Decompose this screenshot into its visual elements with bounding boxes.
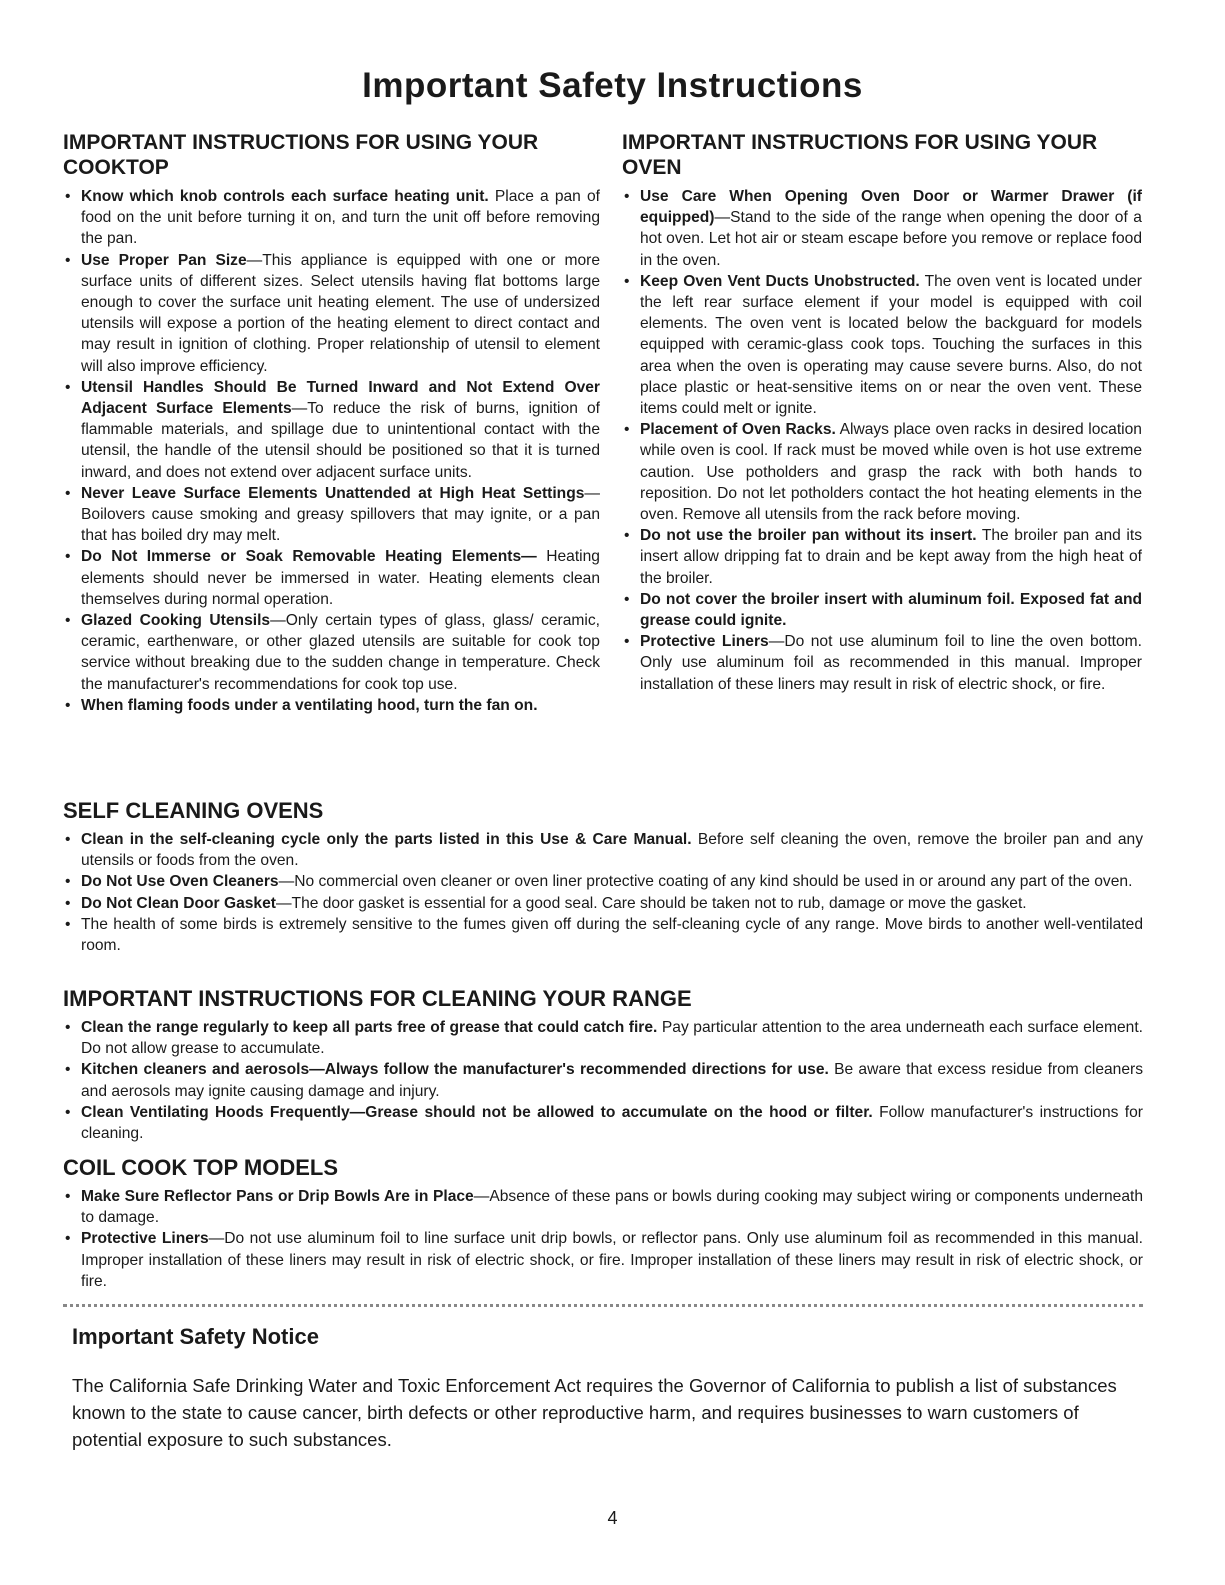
item-bold-lead: Make Sure Reflector Pans or Drip Bowls Are in Place <box>81 1188 474 1205</box>
bullet-icon: • <box>65 696 71 714</box>
item-bold-lead: Do Not Use Oven Cleaners <box>81 873 279 891</box>
list-item <box>63 1017 1143 1059</box>
item-bold-lead: Use Care When Opening Oven Door or Warmer Drawer (if equipped) <box>640 188 1142 227</box>
item-bold-lead: Do Not Clean Door Gasket <box>81 894 276 912</box>
self-cleaning-list <box>63 829 1143 956</box>
item-text: —Do not use aluminum foil to line the oven bottom. Only use aluminum foil as recommended in this manual. Improper installation of these liners may result in risk of electric shock, or fire. <box>640 633 1142 693</box>
item-bold-lead: Do Not Immerse or Soak Removable Heating Elements— <box>81 548 537 566</box>
list-item <box>622 631 1142 695</box>
bullet-icon: • <box>65 251 71 269</box>
item-bold-lead: Clean in the self-cleaning cycle only the parts listed in this Use & Care Manual. <box>81 831 692 848</box>
item-text: —The door gasket is essential for a good seal. Care should be taken not to rub, damage or move the gasket. <box>275 894 1027 912</box>
page-number: 4 <box>607 1508 618 1528</box>
bullet-icon: • <box>65 548 71 566</box>
cleaning-range-section <box>63 986 1143 1144</box>
list-item <box>63 546 600 610</box>
bullet-icon: • <box>624 188 630 205</box>
item-bold-lead: Do not use the broiler pan without its insert. <box>640 527 977 545</box>
item-bold-lead: Clean the range regularly to keep all parts free of grease that could catch fire. <box>81 1019 658 1036</box>
cleaning-range-heading: IMPORTANT INSTRUCTIONS FOR CLEANING YOUR RANGE <box>63 986 692 1011</box>
cooktop-heading: IMPORTANT INSTRUCTIONS FOR USING YOUR COOKTOP <box>63 131 539 179</box>
bullet-icon: • <box>624 272 630 290</box>
item-text: Before self cleaning the oven, remove the broiler pan and any utensils or foods from the oven. <box>81 831 1143 870</box>
item-text: The health of some birds is extremely sensitive to the fumes given off during the self-cleaning cycle of any range. Move birds to another well-ventilated room. <box>81 915 1143 955</box>
list-item <box>63 829 1143 871</box>
coil-heading: COIL COOK TOP MODELS <box>63 1155 339 1180</box>
list-item <box>63 377 600 483</box>
item-bold-lead: Clean Ventilating Hoods Frequently—Grease should not be allowed to accumulate on the hood or filter. <box>81 1103 873 1121</box>
bullet-icon: • <box>624 527 630 545</box>
page-title: Important Safety Instructions <box>362 66 863 105</box>
oven-list <box>622 186 1142 695</box>
list-item <box>63 483 600 547</box>
bullet-icon: • <box>624 590 630 608</box>
notice-body: The California Safe Drinking Water and Toxic Enforcement Act requires the Governor of California to publish a list of substances known to the state to cause cancer, birth defects or other reproductive harm, and requires businesses to warn customers of potential exposure to such substances. <box>72 1375 1117 1450</box>
item-text: Pay particular attention to the area underneath each surface element. Do not allow grease to accumulate. <box>81 1019 1143 1058</box>
item-bold-lead: Placement of Oven Racks. <box>640 421 836 439</box>
bullet-icon: • <box>65 1188 71 1205</box>
bullet-icon: • <box>65 1103 71 1121</box>
bullet-icon: • <box>65 831 71 848</box>
item-bold-lead: Never Leave Surface Elements Unattended at High Heat Settings <box>81 484 585 502</box>
item-text: —Do not use aluminum foil to line surface unit drip bowls, or reflector pans. Only use aluminum foil as recommended in this manual. Improper installation of these liners may result in risk of electric shock, or fire. Improper installation of these liners may result in risk of electric shock, or fire. <box>81 1230 1143 1290</box>
list-item <box>63 1228 1143 1292</box>
bullet-icon: • <box>65 873 71 891</box>
item-text: —Only certain types of glass, glass/ ceramic, ceramic, earthenware, or other glazed utensils are suitable for cook top service without breaking due to the sudden change in temperature. Check the manufacturer's recommendations for cook top use. <box>81 612 601 693</box>
item-text: Be aware that excess residue from cleaners and aerosols may ignite causing damage and injury. <box>81 1061 1144 1100</box>
item-text: —This appliance is equipped with one or more surface units of different sizes. Select utensils having flat bottoms large enough to cover the surface unit heating element. The use of undersized utensils will expose a portion of the heating element to direct contact and may result in ignition of clothing. Proper relationship of utensil to element will also improve efficiency. <box>81 251 600 375</box>
bullet-icon: • <box>65 1019 71 1036</box>
item-bold-lead: Protective Liners <box>81 1230 209 1248</box>
dotted-divider <box>63 1304 1143 1307</box>
list-item <box>622 186 1142 271</box>
item-text: —Stand to the side of the range when opening the door of a hot oven. Let hot air or steam escape before you remove or replace food in the oven. <box>640 209 1142 269</box>
bullet-icon: • <box>65 1061 71 1079</box>
list-item <box>63 610 600 695</box>
cleaning-range-list <box>63 1017 1143 1144</box>
item-text: Heating elements should never be immersed in water. Heating elements clean themselves during normal operation. <box>81 548 600 608</box>
item-text: Place a pan of food on the unit before turning it on, and turn the unit off before removing the pan. <box>81 188 600 248</box>
coil-list <box>63 1186 1143 1292</box>
cooktop-section <box>63 130 600 716</box>
list-item <box>63 1186 1143 1228</box>
item-bold-lead: Protective Liners <box>640 633 769 651</box>
bullet-icon: • <box>65 1230 71 1248</box>
notice-heading: Important Safety Notice <box>72 1324 319 1349</box>
bullet-icon: • <box>624 421 630 439</box>
list-item <box>63 893 1143 914</box>
item-bold-lead: Kitchen cleaners and aerosols—Always follow the manufacturer's recommended directions for use. <box>81 1061 829 1079</box>
item-bold-lead: Know which knob controls each surface heating unit. <box>81 188 489 205</box>
coil-section <box>63 1155 1143 1292</box>
self-cleaning-section <box>63 798 1143 956</box>
list-item <box>63 914 1143 956</box>
item-bold-lead: Keep Oven Vent Ducts Unobstructed. <box>640 272 920 290</box>
item-bold-lead: Do not cover the broiler insert with aluminum foil. Exposed fat and grease could ignite. <box>640 590 1142 630</box>
bullet-icon: • <box>65 894 71 912</box>
item-text: —Boilovers cause smoking and greasy spillovers that may ignite, or a pan that has boiled dry may melt. <box>81 484 600 545</box>
list-item <box>622 271 1142 419</box>
bullet-icon: • <box>65 915 71 933</box>
bullet-icon: • <box>624 633 630 651</box>
self-cleaning-heading: SELF CLEANING OVENS <box>63 798 324 823</box>
list-item <box>63 1102 1143 1144</box>
item-text: —No commercial oven cleaner or oven liner protective coating of any kind should be used in or around any part of the oven. <box>278 873 1133 891</box>
item-bold-lead: Use Proper Pan Size <box>81 251 247 269</box>
bullet-icon: • <box>65 188 71 205</box>
list-item <box>63 695 600 716</box>
oven-section <box>622 130 1142 695</box>
item-text: Always place oven racks in desired location while oven is cool. If rack must be moved while oven is hot use extreme caution. Use potholders and grasp the rack with both hands to reposition. Do not let potholders contact the hot heating elements in the oven. Remove all utensils from the rack before moving. <box>640 421 1142 524</box>
item-text: Follow manufacturer's instructions for cleaning. <box>81 1103 1143 1143</box>
item-text: —To reduce the risk of burns, ignition of flammable materials, and spillage due to unintentional contact with the utensil, the handle of the utensil should be positioned so that it is turned inward, and does not extend over adjacent surface units. <box>81 400 600 481</box>
oven-heading: IMPORTANT INSTRUCTIONS FOR USING YOUR OVEN <box>622 131 1098 179</box>
list-item <box>63 871 1143 892</box>
item-text: The broiler pan and its insert allow dripping fat to drain and be kept away from the high heat of the broiler. <box>640 527 1142 587</box>
item-text: The oven vent is located under the left rear surface element if your model is equipped with coil elements. The oven vent is located below the backguard for models equipped with ceramic-glass cook tops. Touching the surfaces in this area when the oven is operating may cause severe burns. Also, do not place plastic or heat-sensitive items on or near the oven vent. These items could melt or ignite. <box>640 272 1142 418</box>
list-item <box>63 186 600 250</box>
list-item <box>622 419 1142 525</box>
list-item <box>622 525 1142 589</box>
item-bold-lead: When flaming foods under a ventilating hood, turn the fan on. <box>81 696 538 714</box>
bullet-icon: • <box>65 612 71 630</box>
list-item <box>63 250 600 377</box>
list-item <box>63 1059 1143 1101</box>
cooktop-list <box>63 186 600 716</box>
item-text: —Absence of these pans or bowls during cooking may subject wiring or components underneath to damage. <box>81 1188 1144 1227</box>
bullet-icon: • <box>65 484 71 502</box>
bullet-icon: • <box>65 378 71 396</box>
item-bold-lead: Glazed Cooking Utensils <box>81 612 271 630</box>
list-item <box>622 589 1142 631</box>
item-bold-lead: Utensil Handles Should Be Turned Inward and Not Extend Over Adjacent Surface Elements <box>81 378 600 418</box>
